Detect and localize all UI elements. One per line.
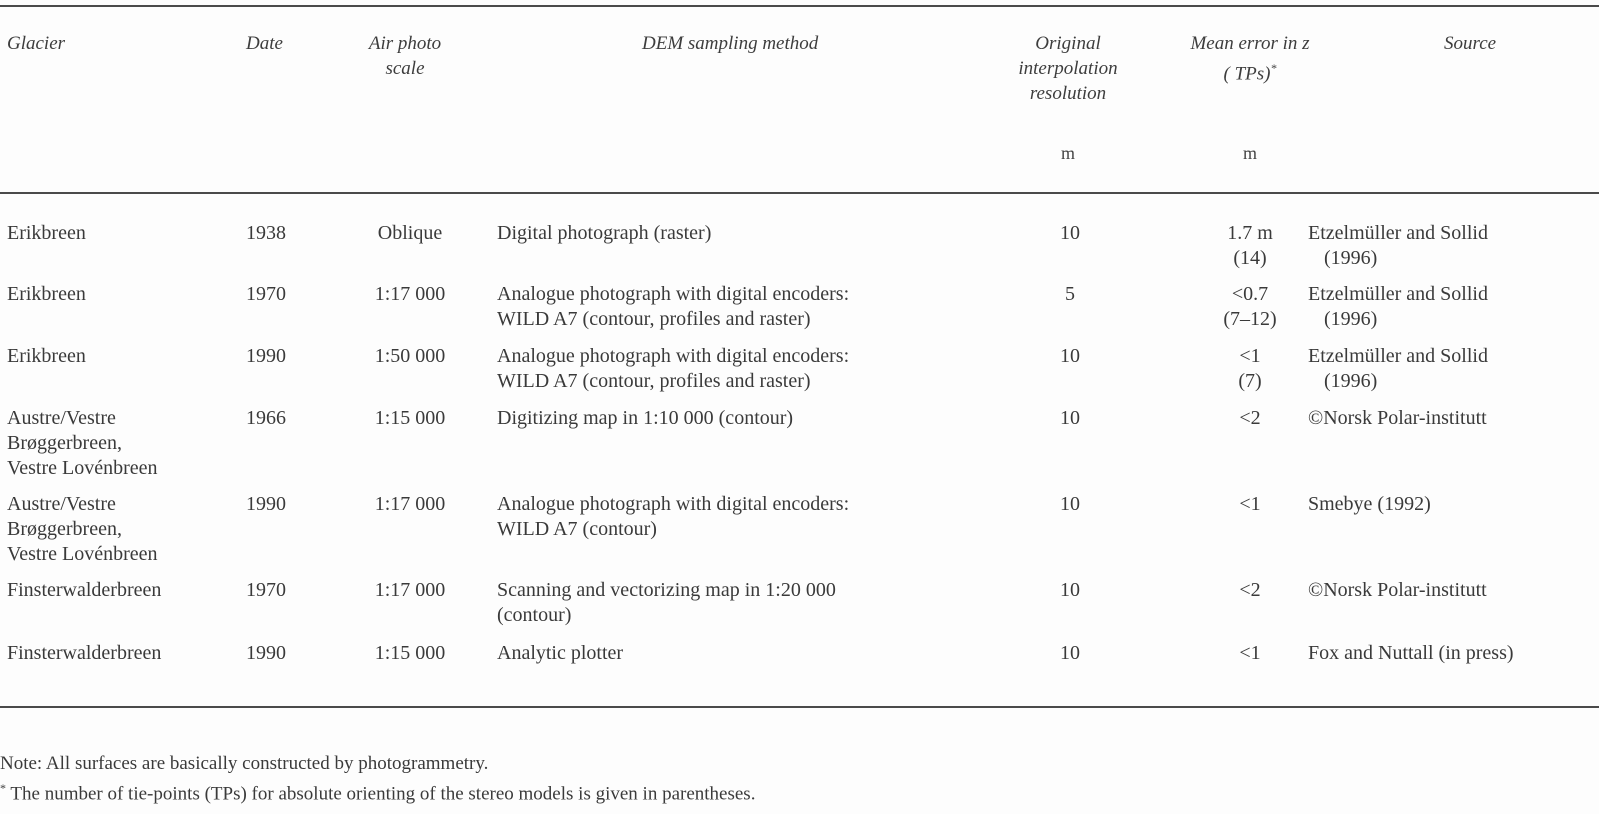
cell-date: 1990	[246, 642, 286, 664]
cell-date: 1970	[246, 579, 286, 601]
cell-error: <1 (7)	[1238, 345, 1262, 392]
cell-error: <2	[1239, 579, 1261, 601]
cell-glacier: Erikbreen	[7, 345, 86, 367]
cell-source: Etzelmüller and Sollid (1996)	[1308, 345, 1488, 392]
header-mean-error: Mean error in z ( TPs)*	[1190, 33, 1310, 85]
cell-date: 1938	[246, 222, 286, 244]
cell-method: Digitizing map in 1:10 000 (contour)	[497, 407, 794, 429]
cell-error: 1.7 m (14)	[1227, 222, 1273, 269]
cell-scale: Oblique	[377, 222, 443, 244]
cell-date: 1990	[246, 345, 286, 367]
cell-scale: 1:15 000	[374, 407, 446, 429]
cell-error: <1	[1239, 493, 1261, 515]
cell-resolution: 10	[1060, 493, 1080, 515]
header-glacier: Glacier	[7, 33, 66, 54]
cell-glacier: Erikbreen	[7, 222, 86, 244]
cell-scale: 1:17 000	[374, 283, 446, 305]
cell-method: Analogue photograph with digital encoders: WILD A7 (contour, profiles and raster)	[497, 283, 850, 330]
cell-source: ©Norsk Polar-institutt	[1308, 407, 1487, 429]
header-resolution: Original interpolation resolution	[1018, 33, 1118, 104]
cell-source: Etzelmüller and Sollid (1996)	[1308, 222, 1488, 269]
header-date: Date	[246, 33, 283, 54]
bottom-rule	[0, 706, 1599, 708]
error-unit: m	[1242, 143, 1257, 163]
cell-date: 1990	[246, 493, 286, 515]
cell-resolution: 10	[1060, 345, 1080, 367]
header-source: Source	[1444, 33, 1497, 54]
cell-scale: 1:50 000	[374, 345, 446, 367]
cell-scale: 1:15 000	[374, 642, 446, 664]
cell-error: <1	[1239, 642, 1261, 664]
cell-resolution: 10	[1060, 222, 1080, 244]
cell-glacier: Erikbreen	[7, 283, 86, 305]
cell-glacier: Austre/Vestre Brøggerbreen, Vestre Lovénbreen	[7, 493, 158, 565]
cell-method: Analytic plotter	[497, 642, 624, 664]
cell-resolution: 10	[1060, 642, 1080, 664]
header-air-photo-scale: Air photo scale	[368, 33, 442, 79]
cell-method: Analogue photograph with digital encoders: WILD A7 (contour)	[497, 493, 850, 540]
top-rule	[0, 5, 1599, 7]
table-footnote: * The number of tie-points (TPs) for absolute orienting of the stereo models is given in parentheses.	[0, 781, 756, 805]
cell-resolution: 10	[1060, 579, 1080, 601]
cell-source: ©Norsk Polar-institutt	[1308, 579, 1487, 601]
cell-scale: 1:17 000	[374, 579, 446, 601]
cell-method: Digital photograph (raster)	[497, 222, 712, 244]
cell-date: 1966	[246, 407, 286, 429]
cell-glacier: Finsterwalderbreen	[7, 579, 162, 601]
cell-glacier: Finsterwalderbreen	[7, 642, 162, 664]
cell-error: <0.7 (7–12)	[1223, 283, 1277, 330]
cell-scale: 1:17 000	[374, 493, 446, 515]
cell-error: <2	[1239, 407, 1261, 429]
footnote-marker: *	[1270, 61, 1277, 75]
cell-resolution: 10	[1060, 407, 1080, 429]
cell-resolution: 5	[1065, 283, 1075, 305]
cell-method: Scanning and vectorizing map in 1:20 000 (contour)	[497, 579, 836, 626]
header-dem-method: DEM sampling method	[642, 33, 819, 54]
cell-method: Analogue photograph with digital encoders: WILD A7 (contour, profiles and raster)	[497, 345, 850, 392]
cell-source: Etzelmüller and Sollid (1996)	[1308, 283, 1488, 330]
resolution-unit: m	[1060, 143, 1075, 163]
cell-date: 1970	[246, 283, 286, 305]
cell-glacier: Austre/Vestre Brøggerbreen, Vestre Lovénbreen	[7, 407, 158, 479]
table-note: Note: All surfaces are basically constructed by photogrammetry.	[0, 753, 489, 774]
cell-source: Fox and Nuttall (in press)	[1308, 642, 1514, 664]
header-rule	[0, 192, 1599, 194]
cell-source: Smebye (1992)	[1308, 493, 1431, 515]
